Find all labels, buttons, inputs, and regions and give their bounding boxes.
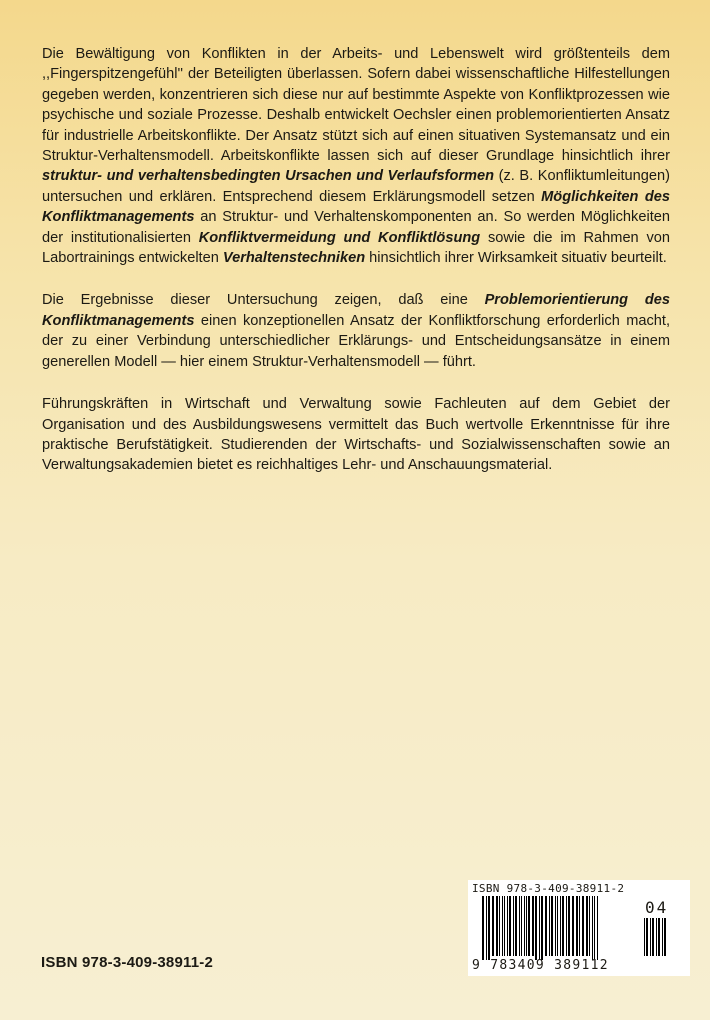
barcode-bar bbox=[488, 896, 490, 960]
barcode-bar bbox=[539, 896, 540, 960]
barcode-bar bbox=[560, 896, 561, 956]
barcode-bar bbox=[594, 896, 595, 960]
body-text: an Struktur- und Verhaltenskomponenten an. So werden Möglichkeiten der institutionalisierten bbox=[42, 209, 670, 246]
body-text: Die Ergebnisse dieser Untersuchung zeigen, daß eine bbox=[42, 292, 485, 309]
barcode-bar bbox=[557, 896, 558, 956]
body-text: hinsichtlich ihrer Wirksamkeit situativ beurteilt. bbox=[365, 250, 667, 267]
body-text: Führungskräften in Wirtschaft und Verwaltung sowie Fachleuten auf dem Gebiet der Organisation und des Ausbildungswesens vermittelt das Buch wertvolle Erkenntnisse für ihre praktische Berufstätigkeit. Studierenden der Wirtschafts- und Sozialwissenschaften sowie an Verwaltungsakademien bietet es reichhaltiges Lehr- und Anschauungsmaterial. bbox=[42, 396, 670, 474]
back-cover-text bbox=[42, 44, 670, 498]
barcode-bar bbox=[541, 896, 543, 960]
barcode-bar bbox=[513, 896, 514, 956]
barcode-bar bbox=[519, 896, 520, 956]
emphasis-text: Problemorientierung des Konfliktmanagements bbox=[42, 292, 670, 329]
isbn-barcode bbox=[468, 880, 690, 976]
body-text: Die Bewältigung von Konflikten in der Arbeits- und Lebenswelt wird größtenteils dem ,,Fingerspitzengefühl'' der Beteiligten überlassen. Sofern dabei wissenschaftliche Hilfestellungen gegeben werden, konzentrieren sich diese nur auf bestimmte Aspekte von Konfliktprozessen wie psychische und soziale Prozesse. Deshalb entwickelt Oechsler einen problemorientierten Ansatz für industrielle Arbeitskonflikte. Der Ansatz stützt sich auf einen situativen Systemansatz und ein Struktur-Verhaltensmodell. Arbeitskonflikte lassen sich auf dieser Grundlage hinsichtlich ihrer bbox=[42, 46, 670, 165]
emphasis-text: Verhaltenstechniken bbox=[222, 250, 366, 267]
paragraph-2 bbox=[42, 290, 670, 372]
barcode-bar bbox=[592, 896, 593, 960]
barcode-bar bbox=[579, 896, 580, 956]
barcode-bar bbox=[664, 918, 666, 956]
barcode-bar bbox=[551, 896, 553, 956]
barcode-bar bbox=[656, 918, 657, 956]
barcode-bar bbox=[576, 896, 578, 956]
emphasis-text: Konfliktvermeidung und Konfliktlösung bbox=[198, 229, 481, 246]
barcode-addon-digits: 04 bbox=[645, 898, 669, 917]
barcode-bar bbox=[526, 896, 527, 956]
barcode-bar bbox=[562, 896, 564, 956]
barcode-bar bbox=[515, 896, 517, 956]
barcode-bar bbox=[482, 896, 484, 960]
barcode-bar bbox=[521, 896, 522, 956]
barcode-bar bbox=[509, 896, 511, 956]
barcode-bar bbox=[566, 896, 567, 956]
emphasis-text: struktur- und verhaltensbedingten Ursachen und Verlaufsformen bbox=[42, 168, 495, 185]
barcode-bar bbox=[535, 896, 537, 960]
barcode-bar bbox=[650, 918, 651, 956]
barcode-bar bbox=[502, 896, 503, 956]
barcode-bar bbox=[486, 896, 487, 960]
barcode-bar bbox=[492, 896, 494, 956]
barcode-bar bbox=[532, 896, 534, 956]
barcode-bar bbox=[582, 896, 584, 956]
barcode-bar bbox=[597, 896, 598, 960]
barcode-ean-digits: 9 783409 389112 bbox=[472, 958, 609, 973]
barcode-bar bbox=[586, 896, 588, 956]
body-text: sowie die im Rahmen von Labortrainings entwickelten bbox=[42, 229, 670, 267]
body-text: (z. B. Konfliktumleitungen) untersuchen und erklären. Entsprechend diesem Erklärungsmodell setzen bbox=[42, 168, 670, 205]
barcode-bar bbox=[658, 918, 660, 956]
barcode-bar bbox=[652, 918, 654, 956]
barcode-bar bbox=[496, 896, 498, 956]
barcode-bar bbox=[507, 896, 508, 956]
barcode-bar bbox=[504, 896, 505, 956]
barcode-bar bbox=[499, 896, 500, 956]
barcode-bar bbox=[549, 896, 550, 956]
body-text: einen konzeptionellen Ansatz der Konfliktforschung erforderlich macht, der zu einer Verbindung unterschiedlicher Erklärungs- und Entscheidungsansätze in einem generellen Modell — hier einem Struktur-Verhaltensmodell — führt. bbox=[42, 312, 670, 370]
barcode-bar bbox=[568, 896, 570, 956]
barcode-bar bbox=[528, 896, 530, 956]
barcode-bar bbox=[555, 896, 556, 956]
paragraph-1 bbox=[42, 44, 670, 268]
emphasis-text: Möglichkeiten des Konfliktmanagements bbox=[42, 188, 670, 226]
barcode-bar bbox=[545, 896, 547, 956]
paragraph-3 bbox=[42, 394, 670, 476]
barcode-bar bbox=[572, 896, 574, 956]
barcode-bar bbox=[524, 896, 525, 956]
barcode-bar bbox=[589, 896, 590, 956]
barcode-bar bbox=[662, 918, 663, 956]
barcode-bar bbox=[644, 918, 645, 956]
barcode-bar bbox=[646, 918, 648, 956]
barcode-isbn-line: ISBN 978-3-409-38911-2 bbox=[472, 882, 625, 895]
isbn-label: ISBN 978-3-409-38911-2 bbox=[41, 954, 214, 971]
